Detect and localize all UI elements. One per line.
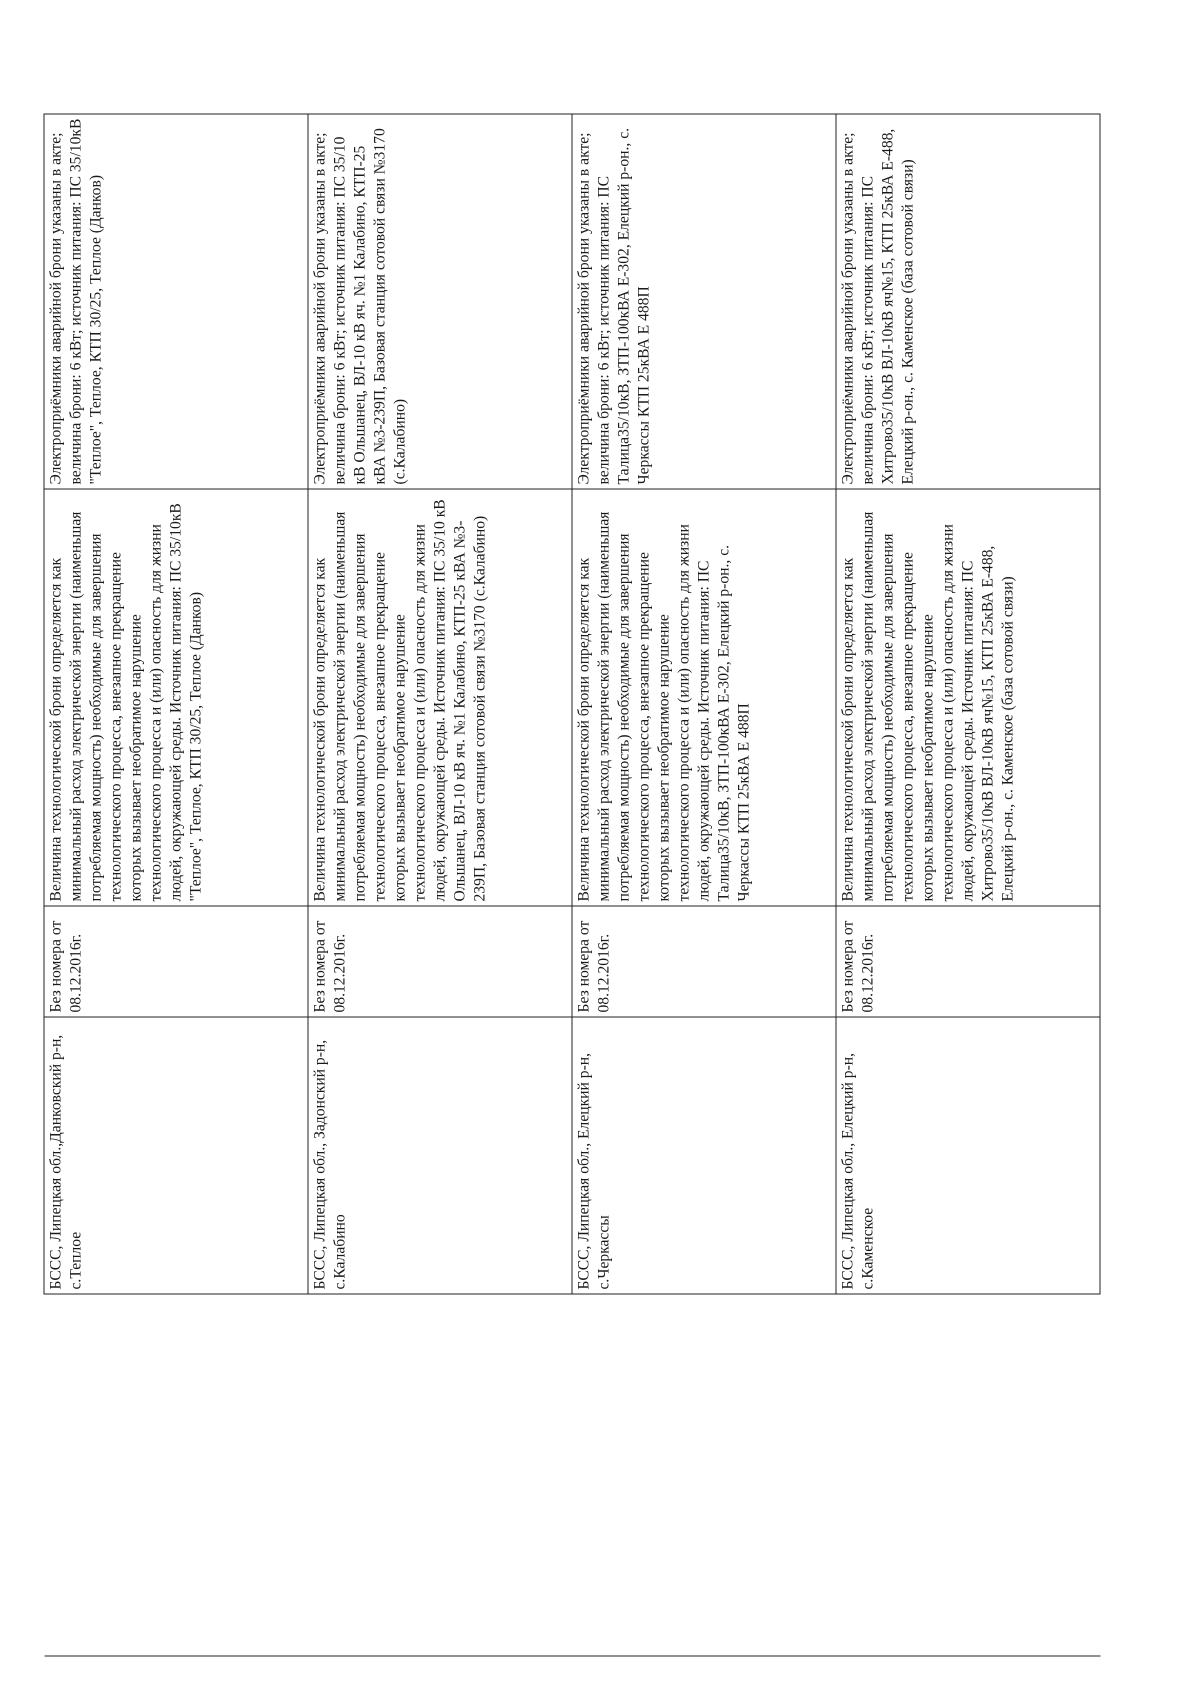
emergency-reserve-cell: Электроприёмники аварийной брони указаны в акте; величина брони: 6 кВт; источник питания: ПС Хитрово35/10кВ ВЛ-10кВ яч№15, КТП 25кВА Е-488, Елецкий р-он., с. Каменское (база сотовой связи) [836, 114, 1100, 489]
table-row [44, 114, 308, 1656]
table-row [836, 114, 1100, 1656]
emergency-reserve-cell: Электроприёмники аварийной брони указаны в акте; величина брони: 6 кВт; источник питания: ПС 35/10 кВ Ольшанец, ВЛ-10 кВ яч. №1 Калабино, КТП-25 кВА №3-239П, Базовая станция сотовой связи №3170 (с.Калабино) [308, 114, 572, 489]
technological-reserve-cell: Величина технологической брони определяется как минимальный расход электрической энергии (наименьшая потребляемая мощность) необходимые для завершения технологического процесса, внезапное прекращение которых вызывает необратимое нарушение технологического процесса и (или) опасность для жизни людей, окружающей среды. Источник питания: ПС Талица35/10кВ, ЗТП-100кВА Е-302, Елецкий р-он., с. Черкассы КТП 25кВА Е 488П [572, 489, 836, 906]
document-cell: Без номера от 08.12.2016г. [572, 906, 836, 1017]
technological-reserve-cell: Величина технологической брони определяется как минимальный расход электрической энергии (наименьшая потребляемая мощность) необходимые для завершения технологического процесса, внезапное прекращение которых вызывает необратимое нарушение технологического процесса и (или) опасность для жизни людей, окружающей среды. Источник питания: ПС 35/10 кВ Ольшанец, ВЛ-10 кВ яч. №1 Калабино, КТП-25 кВА №3-239П, Базовая станция сотовой связи №3170 (с.Калабино) [308, 489, 572, 906]
rotated-table-container [1, 0, 1200, 1697]
document-cell: Без номера от 08.12.2016г. [308, 906, 572, 1017]
table-row [572, 114, 836, 1656]
empty-cell [572, 1294, 836, 1656]
object-cell: БССС, Липецкая обл., Задонский р-н, с.Калабино [308, 1017, 572, 1294]
technological-reserve-cell: Величина технологической брони определяется как минимальный расход электрической энергии (наименьшая потребляемая мощность) необходимые для завершения технологического процесса, внезапное прекращение которых вызывает необратимое нарушение технологического процесса и (или) опасность для жизни людей, окружающей среды. Источник питания: ПС Хитрово35/10кВ ВЛ-10кВ яч№15, КТП 25кВА Е-488, Елецкий р-он., с. Каменское (база сотовой связи) [836, 489, 1100, 906]
object-cell: БССС, Липецкая обл.,Данковский р-н, с.Теплое [44, 1017, 308, 1294]
empty-cell [44, 1294, 308, 1656]
emergency-reserve-cell: Электроприёмники аварийной брони указаны в акте; величина брони: 6 кВт; источник питания: ПС 35/10кВ "Теплое", Теплое, КТП 30/25, Теплое (Данков) [44, 114, 308, 489]
empty-cell [836, 1294, 1100, 1656]
technological-reserve-cell: Величина технологической брони определяется как минимальный расход электрической энергии (наименьшая потребляемая мощность) необходимые для завершения технологического процесса, внезапное прекращение которых вызывает необратимое нарушение технологического процесса и (или) опасность для жизни людей, окружающей среды. Источник питания: ПС 35/10кВ "Теплое", Теплое, КТП 30/25, Теплое (Данков) [44, 489, 308, 906]
table-row [308, 114, 572, 1656]
object-cell: БССС, Липецкая обл., Елецкий р-н, с.Черкассы [572, 1017, 836, 1294]
document-cell: Без номера от 08.12.2016г. [44, 906, 308, 1017]
empty-cell [308, 1294, 572, 1656]
emergency-reserve-cell: Электроприёмники аварийной брони указаны в акте; величина брони: 6 кВт; источник питания: ПС Талица35/10кВ, ЗТП-100кВА Е-302, Елецкий р-он., с. Черкассы КТП 25кВА Е 488П [572, 114, 836, 489]
object-cell: БССС, Липецкая обл., Елецкий р-н, с.Каменское [836, 1017, 1100, 1294]
document-cell: Без номера от 08.12.2016г. [836, 906, 1100, 1017]
power-reserve-table [44, 114, 1101, 1657]
